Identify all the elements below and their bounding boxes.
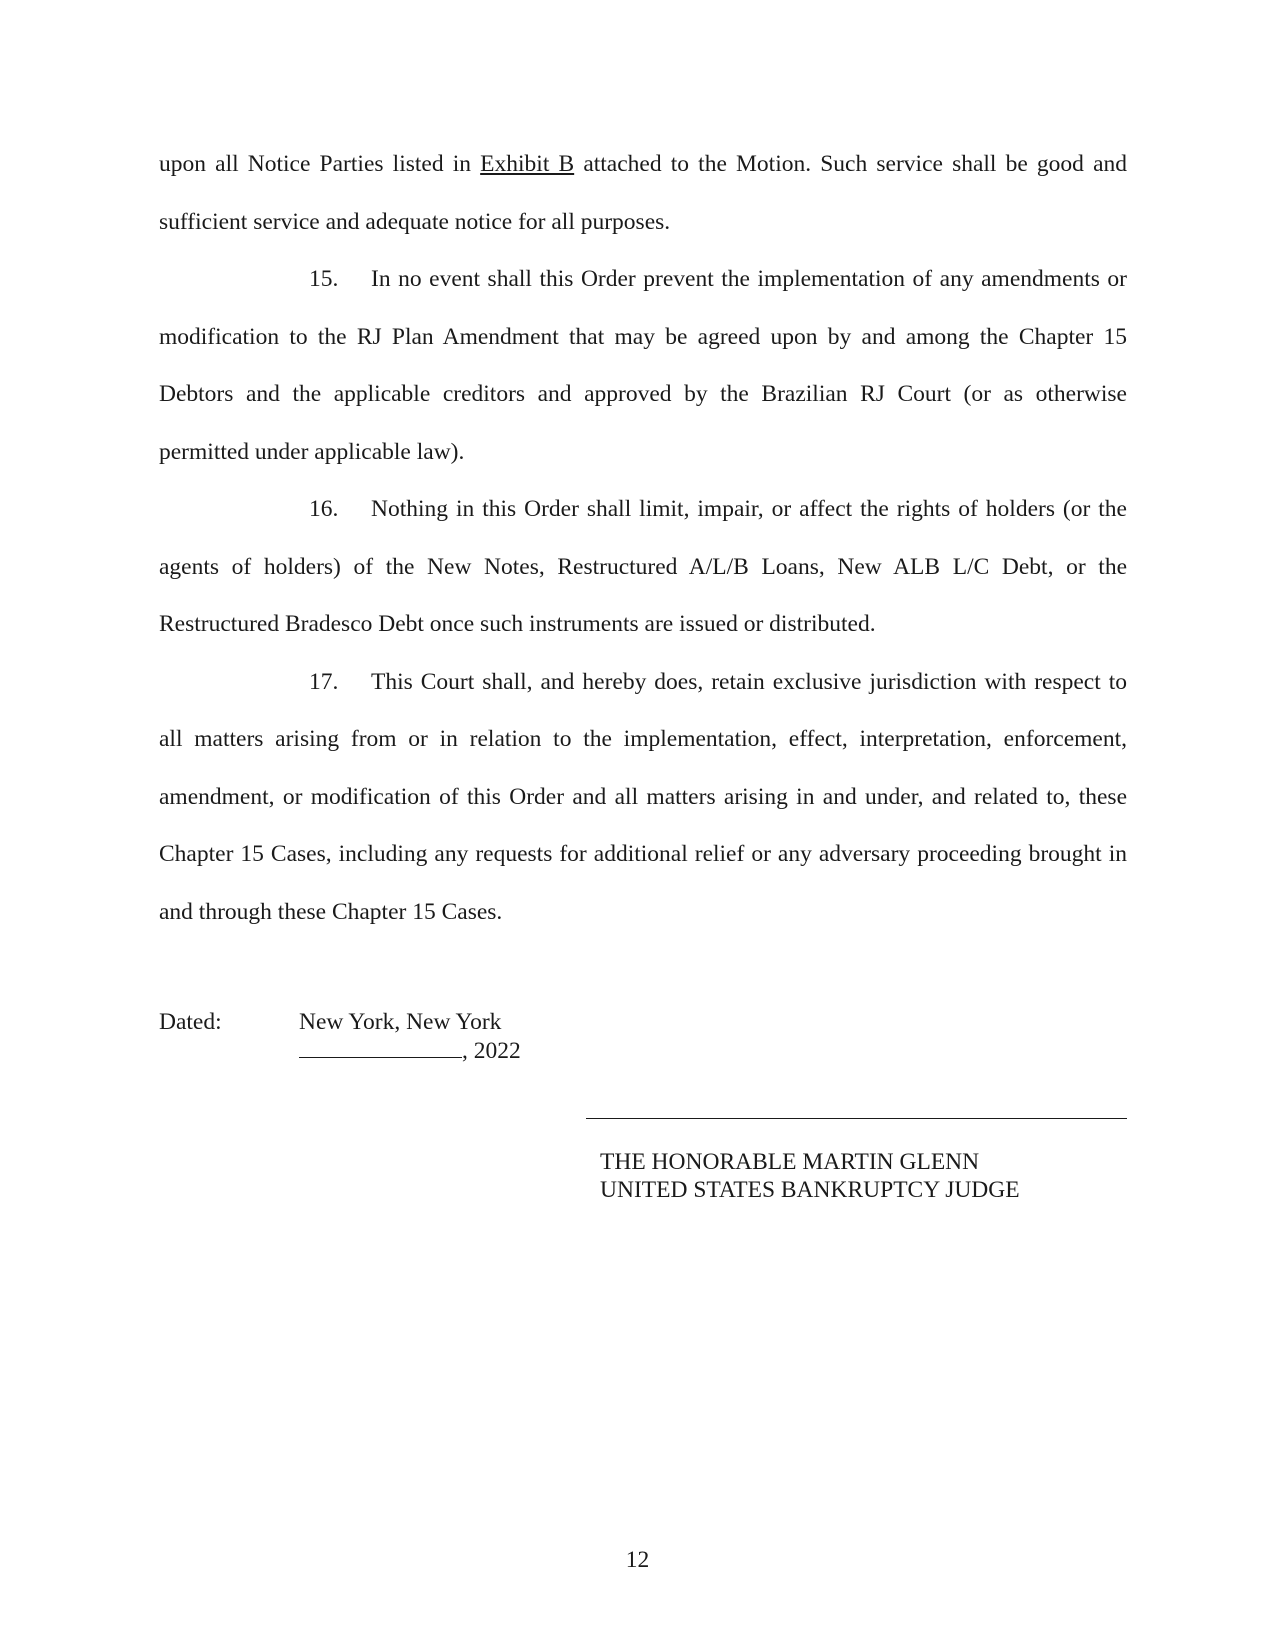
dated-date-line [299, 1037, 521, 1066]
dated-block [299, 1008, 521, 1066]
paragraph-text: This Court shall, and hereby does, retain exclusive jurisdiction with respect to all matters arising from or in relation to the implementation, effect, interpretation, enforcement, amendment, or modification of this Order and all matters arising in and under, and related to, these Chapter 15 Cases, including any requests for additional relief or any adversary proceeding brought in and through these Chapter 15 Cases. [159, 668, 1127, 925]
judge-signature-block [600, 1148, 1020, 1204]
paragraph-16 [159, 481, 1127, 654]
paragraph-17 [159, 654, 1127, 942]
judge-name: THE HONORABLE MARTIN GLENN [600, 1149, 980, 1175]
paragraph-number: 15. [309, 266, 339, 292]
date-blank-line [299, 1037, 462, 1058]
paragraph-number: 16. [309, 496, 339, 522]
dated-location: New York, New York [299, 1009, 502, 1035]
paragraph-text: Nothing in this Order shall limit, impair, or affect the rights of holders (or the agents of holders) of the New Notes, Restructured A/L/B Loans, New ALB L/C Debt, or the Restructured Bradesco Debt once such instruments are issued or distributed. [159, 496, 1127, 637]
signature-line [586, 1118, 1127, 1119]
dated-label: Dated: [159, 1009, 222, 1035]
paragraph-text: In no event shall this Order prevent the implementation of any amendments or modification to the RJ Plan Amendment that may be agreed upon by and among the Chapter 15 Debtors and the applicable creditors and approved by the Brazilian RJ Court (or as otherwise permitted under applicable law). [159, 266, 1127, 465]
paragraph-continuation [159, 136, 1127, 251]
paragraph-number: 17. [309, 668, 339, 695]
exhibit-b-reference: Exhibit B [480, 151, 575, 177]
dated-year: , 2022 [462, 1038, 521, 1064]
continuation-text-after: attached to the Motion. Such service shall be good and sufficient service and adequate notice for all purposes. [159, 151, 1127, 235]
continuation-text-before: upon all Notice Parties listed in [159, 151, 481, 177]
paragraph-15 [159, 251, 1127, 481]
page-number: 12 [625, 1547, 650, 1573]
order-body [159, 136, 1127, 941]
judge-title: UNITED STATES BANKRUPTCY JUDGE [600, 1177, 1020, 1203]
